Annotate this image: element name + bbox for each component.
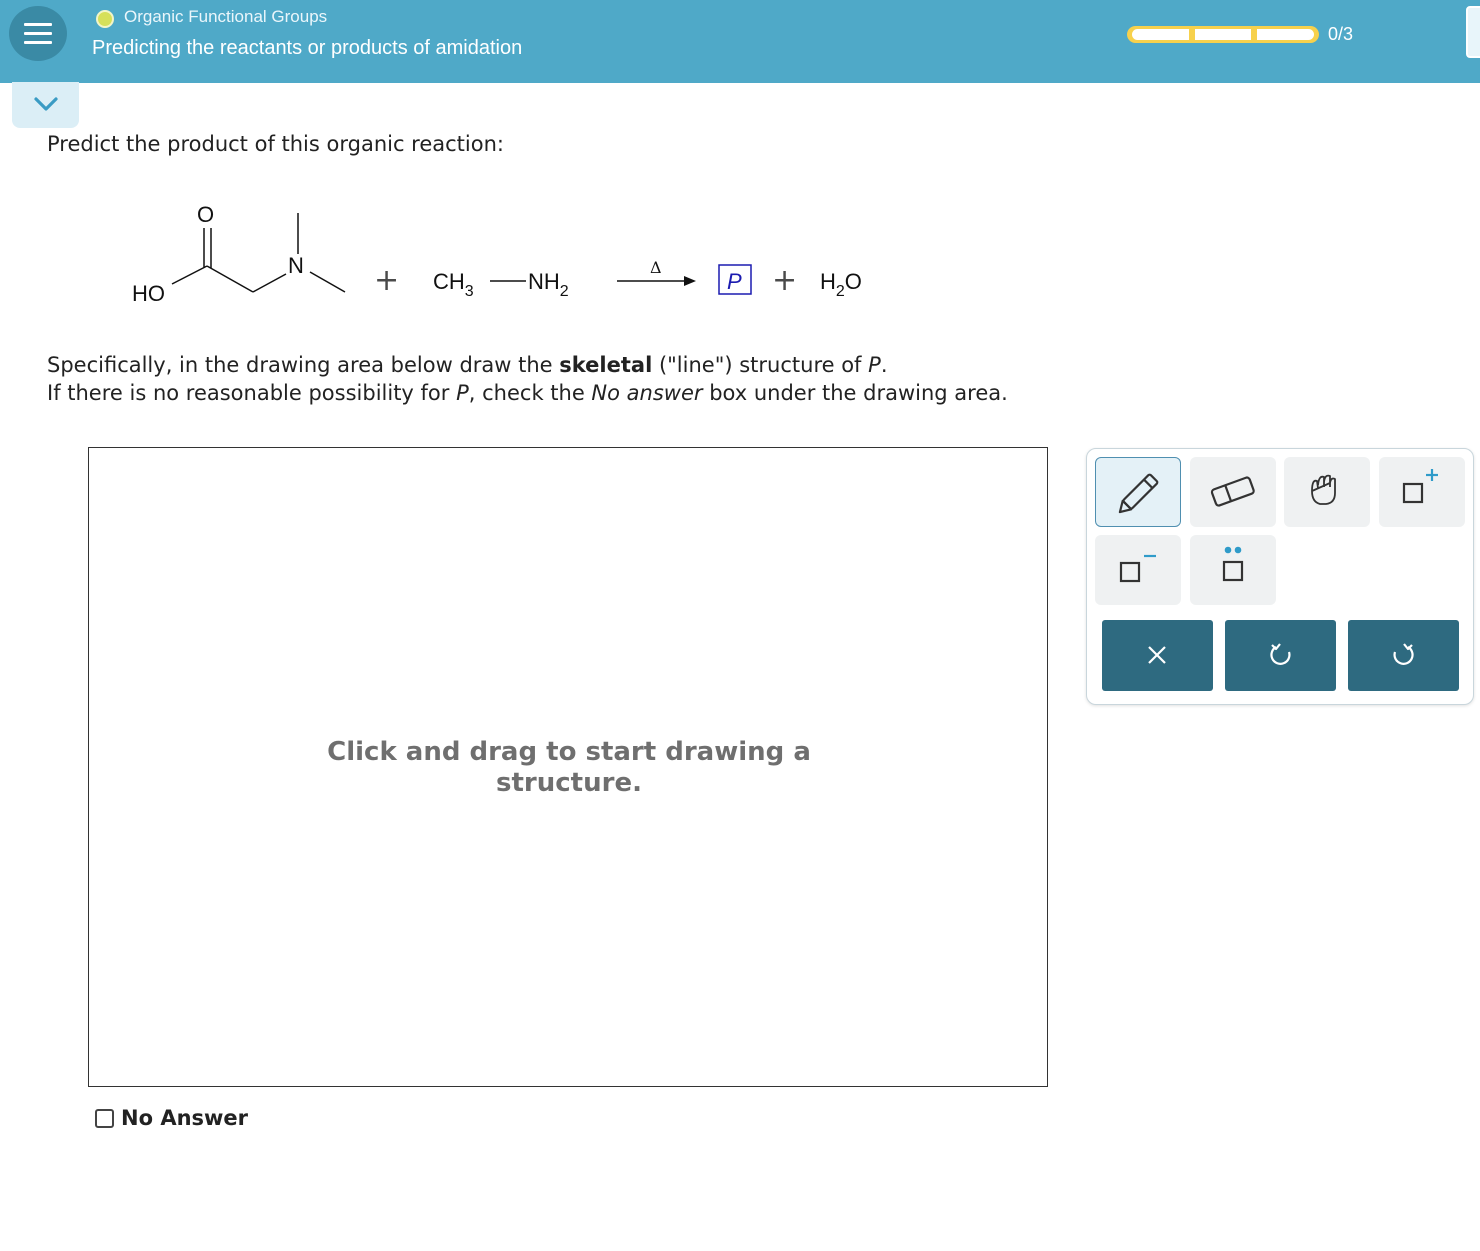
topic-label: Organic Functional Groups (124, 7, 328, 26)
menu-button[interactable] (9, 6, 67, 61)
instruction-line-1: Specifically, in the drawing area below draw the skeletal ("line") structure of P. (47, 353, 888, 377)
plus-sign: + (374, 263, 400, 298)
score-label: 0/3 (1328, 24, 1354, 44)
bond (253, 274, 286, 292)
water-label: $H_2O$ (820, 269, 862, 300)
product-label: P (727, 269, 742, 294)
hydroxyl-label: HO (132, 281, 165, 306)
progress-segment (1132, 29, 1189, 40)
page-title: Predicting the reactants or products of amidation (92, 37, 523, 59)
clear-icon (1102, 620, 1213, 691)
side-panel-tab[interactable] (1466, 6, 1480, 58)
collapse-button[interactable] (12, 82, 79, 128)
no-answer-checkbox[interactable] (95, 1109, 114, 1128)
progress-bar (1127, 26, 1319, 43)
menu-icon-line (24, 32, 52, 35)
pencil-icon (1096, 458, 1182, 528)
positive-charge-icon (1379, 457, 1465, 527)
undo-button[interactable] (1225, 620, 1336, 691)
pencil-tool-button[interactable] (1095, 457, 1181, 527)
redo-icon (1348, 620, 1459, 691)
undo-icon (1225, 620, 1336, 691)
instruction-line-2: If there is no reasonable possibility for P, check the No answer box under the drawing area. (47, 381, 1008, 405)
positive-charge-button[interactable] (1379, 457, 1465, 527)
negative-charge-button[interactable] (1095, 535, 1181, 605)
progress-segment (1195, 29, 1252, 40)
menu-icon-line (24, 41, 52, 44)
bond (310, 272, 345, 292)
chevron-down-icon (33, 94, 59, 114)
carbonyl-oxygen: O (197, 202, 215, 227)
eraser-tool-button[interactable] (1190, 457, 1276, 527)
methyl-label: $CH_3$ (433, 269, 474, 300)
move-tool-button[interactable] (1284, 457, 1370, 527)
negative-charge-icon (1095, 535, 1181, 605)
drawing-hint: Click and drag to start drawing a structure. (327, 737, 811, 798)
question-prompt: Predict the product of this organic reaction: (47, 132, 504, 156)
amine-label: $NH_2$ (528, 269, 569, 300)
arrow-head (684, 276, 696, 286)
status-dot-icon (96, 10, 114, 28)
lone-pair-icon (1190, 535, 1276, 605)
bond (172, 266, 207, 284)
drawing-canvas[interactable] (88, 447, 1048, 1087)
menu-icon-line (24, 23, 52, 26)
clear-button[interactable] (1102, 620, 1213, 691)
no-answer-option[interactable] (95, 1106, 248, 1130)
hand-icon (1284, 457, 1370, 527)
top-bar (0, 0, 1480, 83)
lone-pair-button[interactable] (1190, 535, 1276, 605)
progress-segment (1257, 29, 1314, 40)
heat-label: Δ (650, 258, 662, 277)
no-answer-label: No Answer (121, 1106, 249, 1130)
eraser-icon (1190, 457, 1276, 527)
nitrogen-label: N (288, 253, 304, 278)
instructions (47, 351, 1008, 407)
drawing-toolbox (1086, 448, 1474, 705)
plus-sign: + (772, 263, 798, 298)
redo-button[interactable] (1348, 620, 1459, 691)
bond (207, 266, 253, 292)
reaction-scheme (0, 190, 900, 320)
